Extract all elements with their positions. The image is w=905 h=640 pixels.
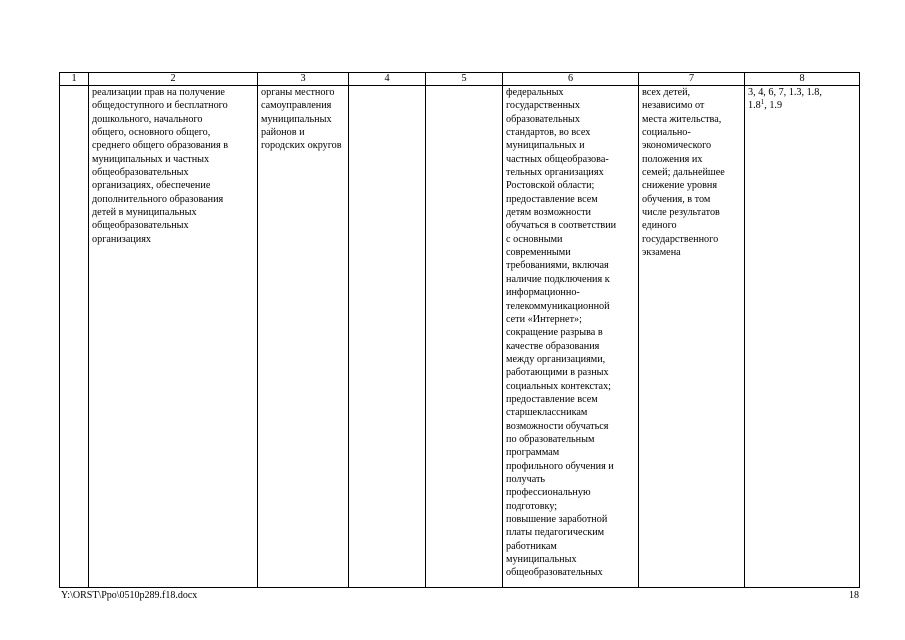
- column-header-8: 8: [745, 73, 860, 86]
- column-header-2: 2: [89, 73, 258, 86]
- table-row: [60, 86, 860, 588]
- expected-result-text: федеральных государственных образовательных стандартов, во всех муниципальных и частных общеобразова- тельных организациях Ростовской области; предоставление всем детям возможности обучаться в соответствии с основными современными требованиями, включая наличие подключения к информационно- телекоммуникационной сети «Интернет»; сокращение разрыва в качестве образования между организациями, работающими в разных социальных контекстах; предоставление всем старшеклассникам возможности обучаться по образовательным программам профильного обучения и получать профессиональную подготовку; повышение заработной платы педагогическим работникам муниципальных общеобразовательных: [506, 87, 617, 579]
- cell-end-date: [426, 86, 503, 588]
- column-header-6: 6: [503, 73, 639, 86]
- footnote-marker: 1: [760, 98, 765, 107]
- cell-expected-result: [503, 86, 639, 588]
- page-number: 18: [849, 590, 859, 601]
- header-row: [60, 73, 860, 86]
- column-header-7: 7: [639, 73, 745, 86]
- column-header-1: 1: [60, 73, 89, 86]
- cell-number: [60, 86, 89, 588]
- consequences-text: всех детей, независимо от места жительства, социально- экономического положения их семей; дальнейшее снижение уровня обучения, в том числе результатов единого государственного экзамена: [642, 87, 725, 259]
- task-description-text: реализации прав на получение общедоступного и бесплатного дошкольного, начального общего, основного общего, среднего общего образования в муниципальных и частных общеобразовательных организациях, обеспечение дополнительного образования детей в муниципальных общеобразовательных организациях: [92, 87, 229, 245]
- responsible-text: органы местного самоуправления муниципальных районов и городских округов: [261, 87, 342, 152]
- cell-task-description: [89, 86, 258, 588]
- cell-responsible: [258, 86, 349, 588]
- column-header-3: 3: [258, 73, 349, 86]
- cell-start-date: [349, 86, 426, 588]
- indicators-text: 3, 4, 6, 7, 1.3, 1.8, $1.8^1$, 1.9: [748, 87, 822, 112]
- column-header-5: 5: [426, 73, 503, 86]
- cell-indicators: [745, 86, 860, 588]
- column-header-4: 4: [349, 73, 426, 86]
- program-table: [59, 72, 860, 588]
- cell-consequences: [639, 86, 745, 588]
- footer-file-path: Y:\ORST\Ppo\0510p289.f18.docx: [61, 590, 198, 601]
